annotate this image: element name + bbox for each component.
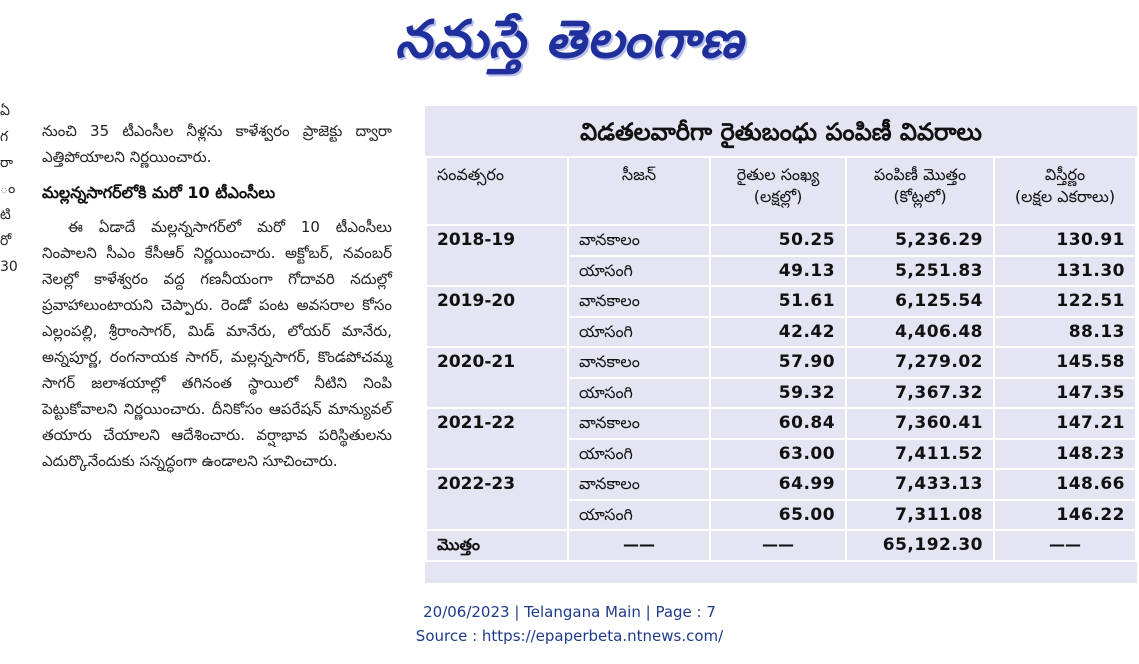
year-cell: 2020-21 <box>426 347 568 408</box>
farmers-cell: 50.25 <box>710 225 846 256</box>
amount-cell: 4,406.48 <box>846 317 994 348</box>
amount-cell: 7,411.52 <box>846 439 994 470</box>
amount-cell: 5,251.83 <box>846 256 994 287</box>
table-row <box>426 225 1136 256</box>
area-cell: 131.30 <box>994 256 1136 287</box>
season-cell: వానకాలం <box>568 469 710 500</box>
area-cell: 147.35 <box>994 378 1136 409</box>
fragment-text: రా <box>0 155 14 171</box>
total-area-dash: —— <box>994 530 1136 561</box>
area-cell: 148.23 <box>994 439 1136 470</box>
season-cell: యాసంగి <box>568 317 710 348</box>
header-year: సంవత్సరం <box>426 157 568 225</box>
page-footer <box>0 600 1139 648</box>
farmers-cell: 42.42 <box>710 317 846 348</box>
masthead-logo: నమస్తే తెలంగాణ <box>395 10 744 70</box>
article-paragraph: నుంచి 35 టీఎంసీల నీళ్లను కాళేశ్వరం ప్రాజెక్టు ద్వారా ఎత్తిపోయాలని నిర్ణయించారు. <box>42 122 392 166</box>
header-area <box>994 157 1136 225</box>
season-cell: యాసంగి <box>568 256 710 287</box>
farmers-cell: 64.99 <box>710 469 846 500</box>
fragment-text: ఏ <box>0 103 10 119</box>
area-cell: 130.91 <box>994 225 1136 256</box>
season-cell: వానకాలం <box>568 408 710 439</box>
footer-edition-info: 20/06/2023 | Telangana Main | Page : 7 <box>423 603 716 621</box>
table-title: విడతలవారీగా రైతుబంధు పంపిణీ వివరాలు <box>580 118 982 146</box>
season-cell: యాసంగి <box>568 439 710 470</box>
area-cell: 146.22 <box>994 500 1136 531</box>
area-cell: 147.21 <box>994 408 1136 439</box>
total-farmers-dash: —— <box>710 530 846 561</box>
rythu-bandhu-table-box <box>425 106 1137 583</box>
amount-cell: 5,236.29 <box>846 225 994 256</box>
total-season-dash: —— <box>568 530 710 561</box>
table-header-row <box>426 157 1136 225</box>
year-cell: 2021-22 <box>426 408 568 469</box>
farmers-cell: 59.32 <box>710 378 846 409</box>
header-farmers <box>710 157 846 225</box>
farmers-cell: 65.00 <box>710 500 846 531</box>
header-amount <box>846 157 994 225</box>
header-farmers-unit: (లక్షల్లో) <box>753 187 803 206</box>
season-cell: వానకాలం <box>568 347 710 378</box>
amount-cell: 7,279.02 <box>846 347 994 378</box>
farmers-cell: 49.13 <box>710 256 846 287</box>
year-cell: 2019-20 <box>426 286 568 347</box>
table-row <box>426 347 1136 378</box>
amount-cell: 6,125.54 <box>846 286 994 317</box>
header-farmers-label: రైతుల సంఖ్య <box>736 165 820 184</box>
header-area-label: విస్తీర్ణం <box>1044 165 1086 184</box>
season-cell: యాసంగి <box>568 378 710 409</box>
header-season: సీజన్ <box>568 157 710 225</box>
season-cell: వానకాలం <box>568 286 710 317</box>
total-label: మొత్తం <box>426 530 568 561</box>
footer-source-link[interactable]: Source : https://epaperbeta.ntnews.com/ <box>415 627 724 645</box>
area-cell: 148.66 <box>994 469 1136 500</box>
header-area-unit: (లక్షల ఎకరాలు) <box>1014 187 1116 206</box>
amount-cell: 7,311.08 <box>846 500 994 531</box>
fragment-text: రో <box>0 233 12 249</box>
news-article <box>42 118 392 474</box>
year-cell: 2018-19 <box>426 225 568 286</box>
fragment-text: గ <box>0 129 9 145</box>
area-cell: 145.58 <box>994 347 1136 378</box>
area-cell: 88.13 <box>994 317 1136 348</box>
fragment-text: టి <box>0 207 11 223</box>
farmers-cell: 63.00 <box>710 439 846 470</box>
article-paragraph: ఈ ఏడాదే మల్లన్నసాగర్‌లో మరో 10 టీఎంసీలు నింపాలని సీఎం కేసీఆర్ నిర్ణయించారు. అక్టోబర్, నవంబర్ నెలల్లో కాళేశ్వరం వద్ద గణనీయంగా గోదావరి నదుల్లో ప్రవాహాలుంటాయని చెప్పారు. రెండో పంట అవసరాల కోసం ఎల్లంపల్లి, శ్రీరాంసాగర్, మిడ్ మానేరు, లోయర్ మానేరు, అన్నపూర్ణ, రంగనాయక సాగర్, మల్లన్నసాగర్, కొండపోచమ్మ సాగర్ జలాశయాల్లో తగినంత స్థాయిలో నీటిని నింపి పెట్టుకోవాలని నిర్ణయించారు. దీనికోసం ఆపరేషన్ మాన్యువల్ తయారు చేయాలని ఆదేశించారు. వర్షాభావ పరిస్థితులను ఎదుర్కొనేందుకు సన్నద్ధంగా ఉండాలని సూచించారు. <box>42 218 392 470</box>
distribution-table <box>425 156 1137 562</box>
total-row <box>426 530 1136 561</box>
farmers-cell: 51.61 <box>710 286 846 317</box>
amount-cell: 7,367.32 <box>846 378 994 409</box>
table-row <box>426 286 1136 317</box>
amount-cell: 7,433.13 <box>846 469 994 500</box>
header-amount-label: పంపిణీ మొత్తం <box>873 165 967 184</box>
farmers-cell: 60.84 <box>710 408 846 439</box>
adjacent-column-fragment <box>0 98 16 280</box>
table-row <box>426 408 1136 439</box>
farmers-cell: 57.90 <box>710 347 846 378</box>
article-subheading: మల్లన్నసాగర్‌లోకి మరో 10 టీఎంసీలు <box>42 183 276 202</box>
amount-cell: 7,360.41 <box>846 408 994 439</box>
table-row <box>426 469 1136 500</box>
year-cell: 2022-23 <box>426 469 568 530</box>
total-amount: 65,192.30 <box>846 530 994 561</box>
header-amount-unit: (కోట్లలో) <box>893 187 947 206</box>
season-cell: యాసంగి <box>568 500 710 531</box>
season-cell: వానకాలం <box>568 225 710 256</box>
fragment-text: 30 <box>0 259 18 275</box>
fragment-text: ం <box>0 181 16 197</box>
area-cell: 122.51 <box>994 286 1136 317</box>
